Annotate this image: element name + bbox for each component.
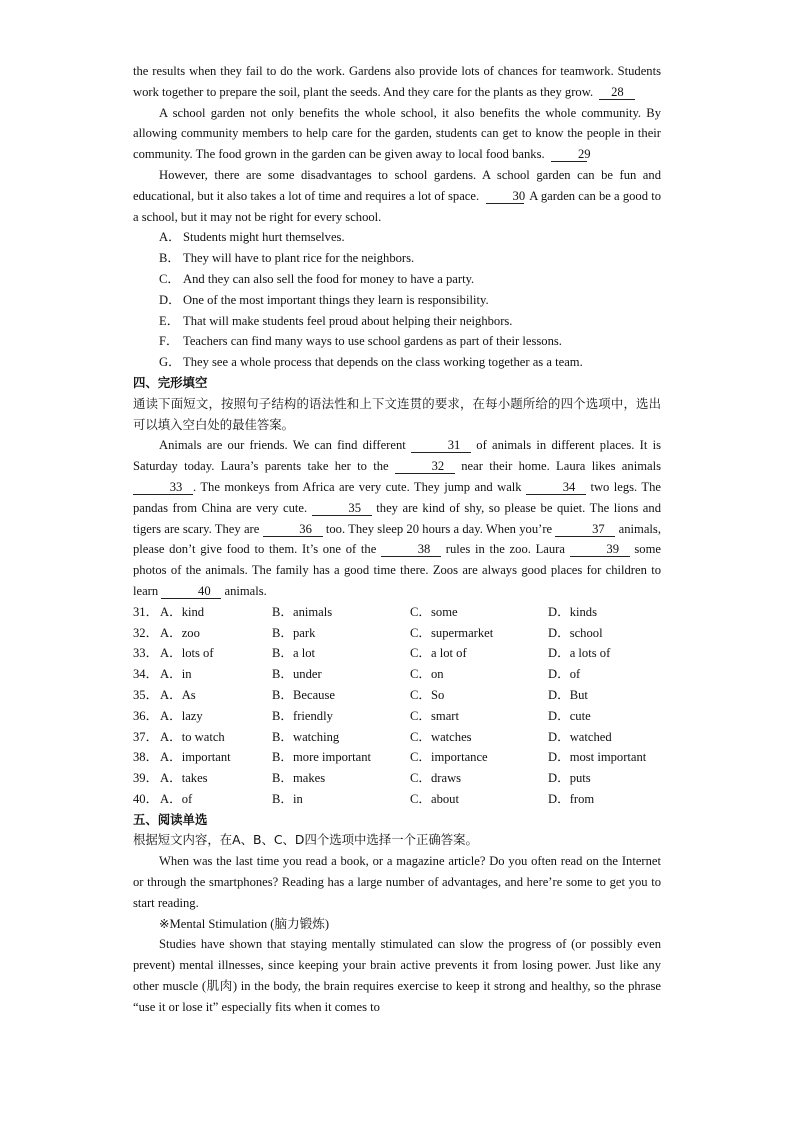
passage1-paragraph-1: the results when they fail to do the work. Gardens also provide lots of chances for teamwork. Students work together to prepare the soil, plant the seeds. And they care for the plants as they grow. 28 <box>133 64 661 99</box>
cloze-questions <box>133 602 661 810</box>
question-37: 37． A．to watch B．watching C．watches D．watched <box>133 727 661 748</box>
choice-d[interactable]: D．But <box>548 687 588 702</box>
choice-d[interactable]: D．of <box>548 667 581 682</box>
question-32: 32． A．zoo B．park C．supermarket D．school <box>133 623 661 644</box>
blank-40[interactable]: 40 <box>161 584 221 599</box>
choice-b[interactable]: B．watching <box>272 729 340 744</box>
choice-c[interactable]: C．some <box>410 604 458 619</box>
choice-b[interactable]: B．animals <box>272 604 333 619</box>
choice-c[interactable]: C．So <box>410 687 445 702</box>
choice-a[interactable]: A．of <box>160 791 193 806</box>
choice-d[interactable]: D．kinds <box>548 604 597 619</box>
choice-d[interactable]: D．cute <box>548 708 591 723</box>
section5-heading: 五、阅读单选 <box>133 811 208 827</box>
document-page <box>133 61 661 1018</box>
option-g[interactable]: G． They see a whole process that depends on the class working together as a team. <box>159 355 583 370</box>
choice-c[interactable]: C．a lot of <box>410 646 467 661</box>
blank-29[interactable]: 29 <box>551 147 587 162</box>
passage1-paragraph-3: However, there are some disadvantages to school gardens. A school garden can be fun and educational, but it also takes a lot of time and requires a lot of space. 30 A garden can be a good to a school, but it may not be right for every school. <box>133 167 661 224</box>
choice-d[interactable]: D．puts <box>548 771 591 786</box>
choice-a[interactable]: A．in <box>160 667 192 682</box>
question-34: 34． A．in B．under C．on D．of <box>133 664 661 685</box>
choice-a[interactable]: A．zoo <box>160 625 200 640</box>
choice-c[interactable]: C．draws <box>410 771 462 786</box>
question-38: 38． A．important B．more important C．importance D．most important <box>133 747 661 768</box>
section4-heading: 四、完形填空 <box>133 374 208 390</box>
option-b[interactable]: B． They will have to plant rice for the neighbors. <box>159 251 415 266</box>
choice-b[interactable]: B．in <box>272 791 303 806</box>
blank-32[interactable]: 32 <box>395 459 455 474</box>
option-e[interactable]: E． That will make students feel proud about helping their neighbors. <box>159 313 513 328</box>
reading-paragraph-2: Studies have shown that staying mentally stimulated can slow the progress of (or possibly even prevent) mental illnesses, since keeping your brain active prevents it from losing power. Just like any other muscle (肌肉) in the body, the brain requires exercise to keep it strong and healthy, so the phrase “use it or lose it” especially fits when it comes to <box>133 937 661 1014</box>
blank-37[interactable]: 37 <box>555 522 615 537</box>
cloze-passage: Animals are our friends. We can find different 31 of animals in different places. It is Saturday today. Laura’s parents take her to the 32 near their home. Laura likes animals 33 . The monkeys from Africa are very cute. They jump and walk 34 two legs. The pandas from China are very cute. 35 they are kind of shy, so please be quiet. The lions and tigers are scary. They are 36 too. They sleep 20 hours a day. When you’re 37 animals, please don’t give food to them. It’s one of the 38 rules in the zoo. Laura 39 some photos of the animals. The family has a good time there. Zoos are always good places for children to learn 40 animals. <box>133 438 661 598</box>
choice-b[interactable]: B．more important <box>272 750 371 765</box>
section5-instruction: 根据短文内容，在A、B、C、D四个选项中选择一个正确答案。 <box>133 832 478 848</box>
blank-31[interactable]: 31 <box>411 438 471 453</box>
question-35: 35． A．As B．Because C．So D．But <box>133 685 661 706</box>
choice-b[interactable]: B．under <box>272 667 322 682</box>
blank-35[interactable]: 35 <box>312 501 372 516</box>
choice-c[interactable]: C．smart <box>410 708 459 723</box>
blank-39[interactable]: 39 <box>570 542 630 557</box>
choice-b[interactable]: B．a lot <box>272 646 316 661</box>
choice-a[interactable]: A．lazy <box>160 708 203 723</box>
reading-subheading: ※Mental Stimulation (脑力锻炼) <box>159 916 330 931</box>
section4-instruction: 通读下面短文，按照句子结构的语法性和上下文连贯的要求，在每小题所给的四个选项中，选出可以填入空白处的最佳答案。 <box>133 395 661 432</box>
choice-a[interactable]: A．As <box>160 687 196 702</box>
question-36: 36． A．lazy B．friendly C．smart D．cute <box>133 706 661 727</box>
passage1-options <box>133 227 661 373</box>
choice-d[interactable]: D．school <box>548 625 603 640</box>
blank-33[interactable]: 33 <box>133 480 193 495</box>
question-31: 31． A．kind B．animals C．some D．kinds <box>133 602 661 623</box>
choice-c[interactable]: C．watches <box>410 729 472 744</box>
choice-a[interactable]: A．kind <box>160 604 205 619</box>
choice-a[interactable]: A．important <box>160 750 231 765</box>
option-d[interactable]: D． One of the most important things they learn is responsibility. <box>159 292 489 307</box>
choice-a[interactable]: A．takes <box>160 771 208 786</box>
choice-d[interactable]: D．most important <box>548 750 647 765</box>
choice-d[interactable]: D．a lots of <box>548 646 611 661</box>
blank-28[interactable]: 28 <box>599 85 635 100</box>
choice-b[interactable]: B．friendly <box>272 708 333 723</box>
choice-b[interactable]: B．makes <box>272 771 326 786</box>
choice-c[interactable]: C．importance <box>410 750 488 765</box>
choice-d[interactable]: D．watched <box>548 729 612 744</box>
option-a[interactable]: A． Students might hurt themselves. <box>159 230 345 245</box>
choice-c[interactable]: C．about <box>410 791 459 806</box>
blank-34[interactable]: 34 <box>526 480 586 495</box>
choice-b[interactable]: B．Because <box>272 687 335 702</box>
option-c[interactable]: C． And they can also sell the food for money to have a party. <box>159 271 475 286</box>
choice-a[interactable]: A．to watch <box>160 729 225 744</box>
choice-b[interactable]: B．park <box>272 625 316 640</box>
choice-a[interactable]: A．lots of <box>160 646 214 661</box>
blank-30[interactable]: 30 <box>486 189 524 204</box>
question-33: 33． A．lots of B．a lot C．a lot of D．a lots of <box>133 643 661 664</box>
reading-paragraph-1: When was the last time you read a book, or a magazine article? Do you often read on the Internet or through the smartphones? Reading has a large number of advantages, and here’re some to get you to start reading. <box>133 854 661 910</box>
choice-c[interactable]: C．supermarket <box>410 625 494 640</box>
question-40: 40． A．of B．in C．about D．from <box>133 789 661 810</box>
blank-36[interactable]: 36 <box>263 522 323 537</box>
option-f[interactable]: F． Teachers can find many ways to use school gardens as part of their lessons. <box>159 334 562 349</box>
choice-d[interactable]: D．from <box>548 791 595 806</box>
question-39: 39． A．takes B．makes C．draws D．puts <box>133 768 661 789</box>
choice-c[interactable]: C．on <box>410 667 444 682</box>
passage1-paragraph-2: A school garden not only benefits the whole school, it also benefits the whole community. By allowing community members to help care for the garden, students can get to know the people in their community. The food grown in the garden can be given away to local food banks. 29 <box>133 105 661 162</box>
blank-38[interactable]: 38 <box>381 542 441 557</box>
